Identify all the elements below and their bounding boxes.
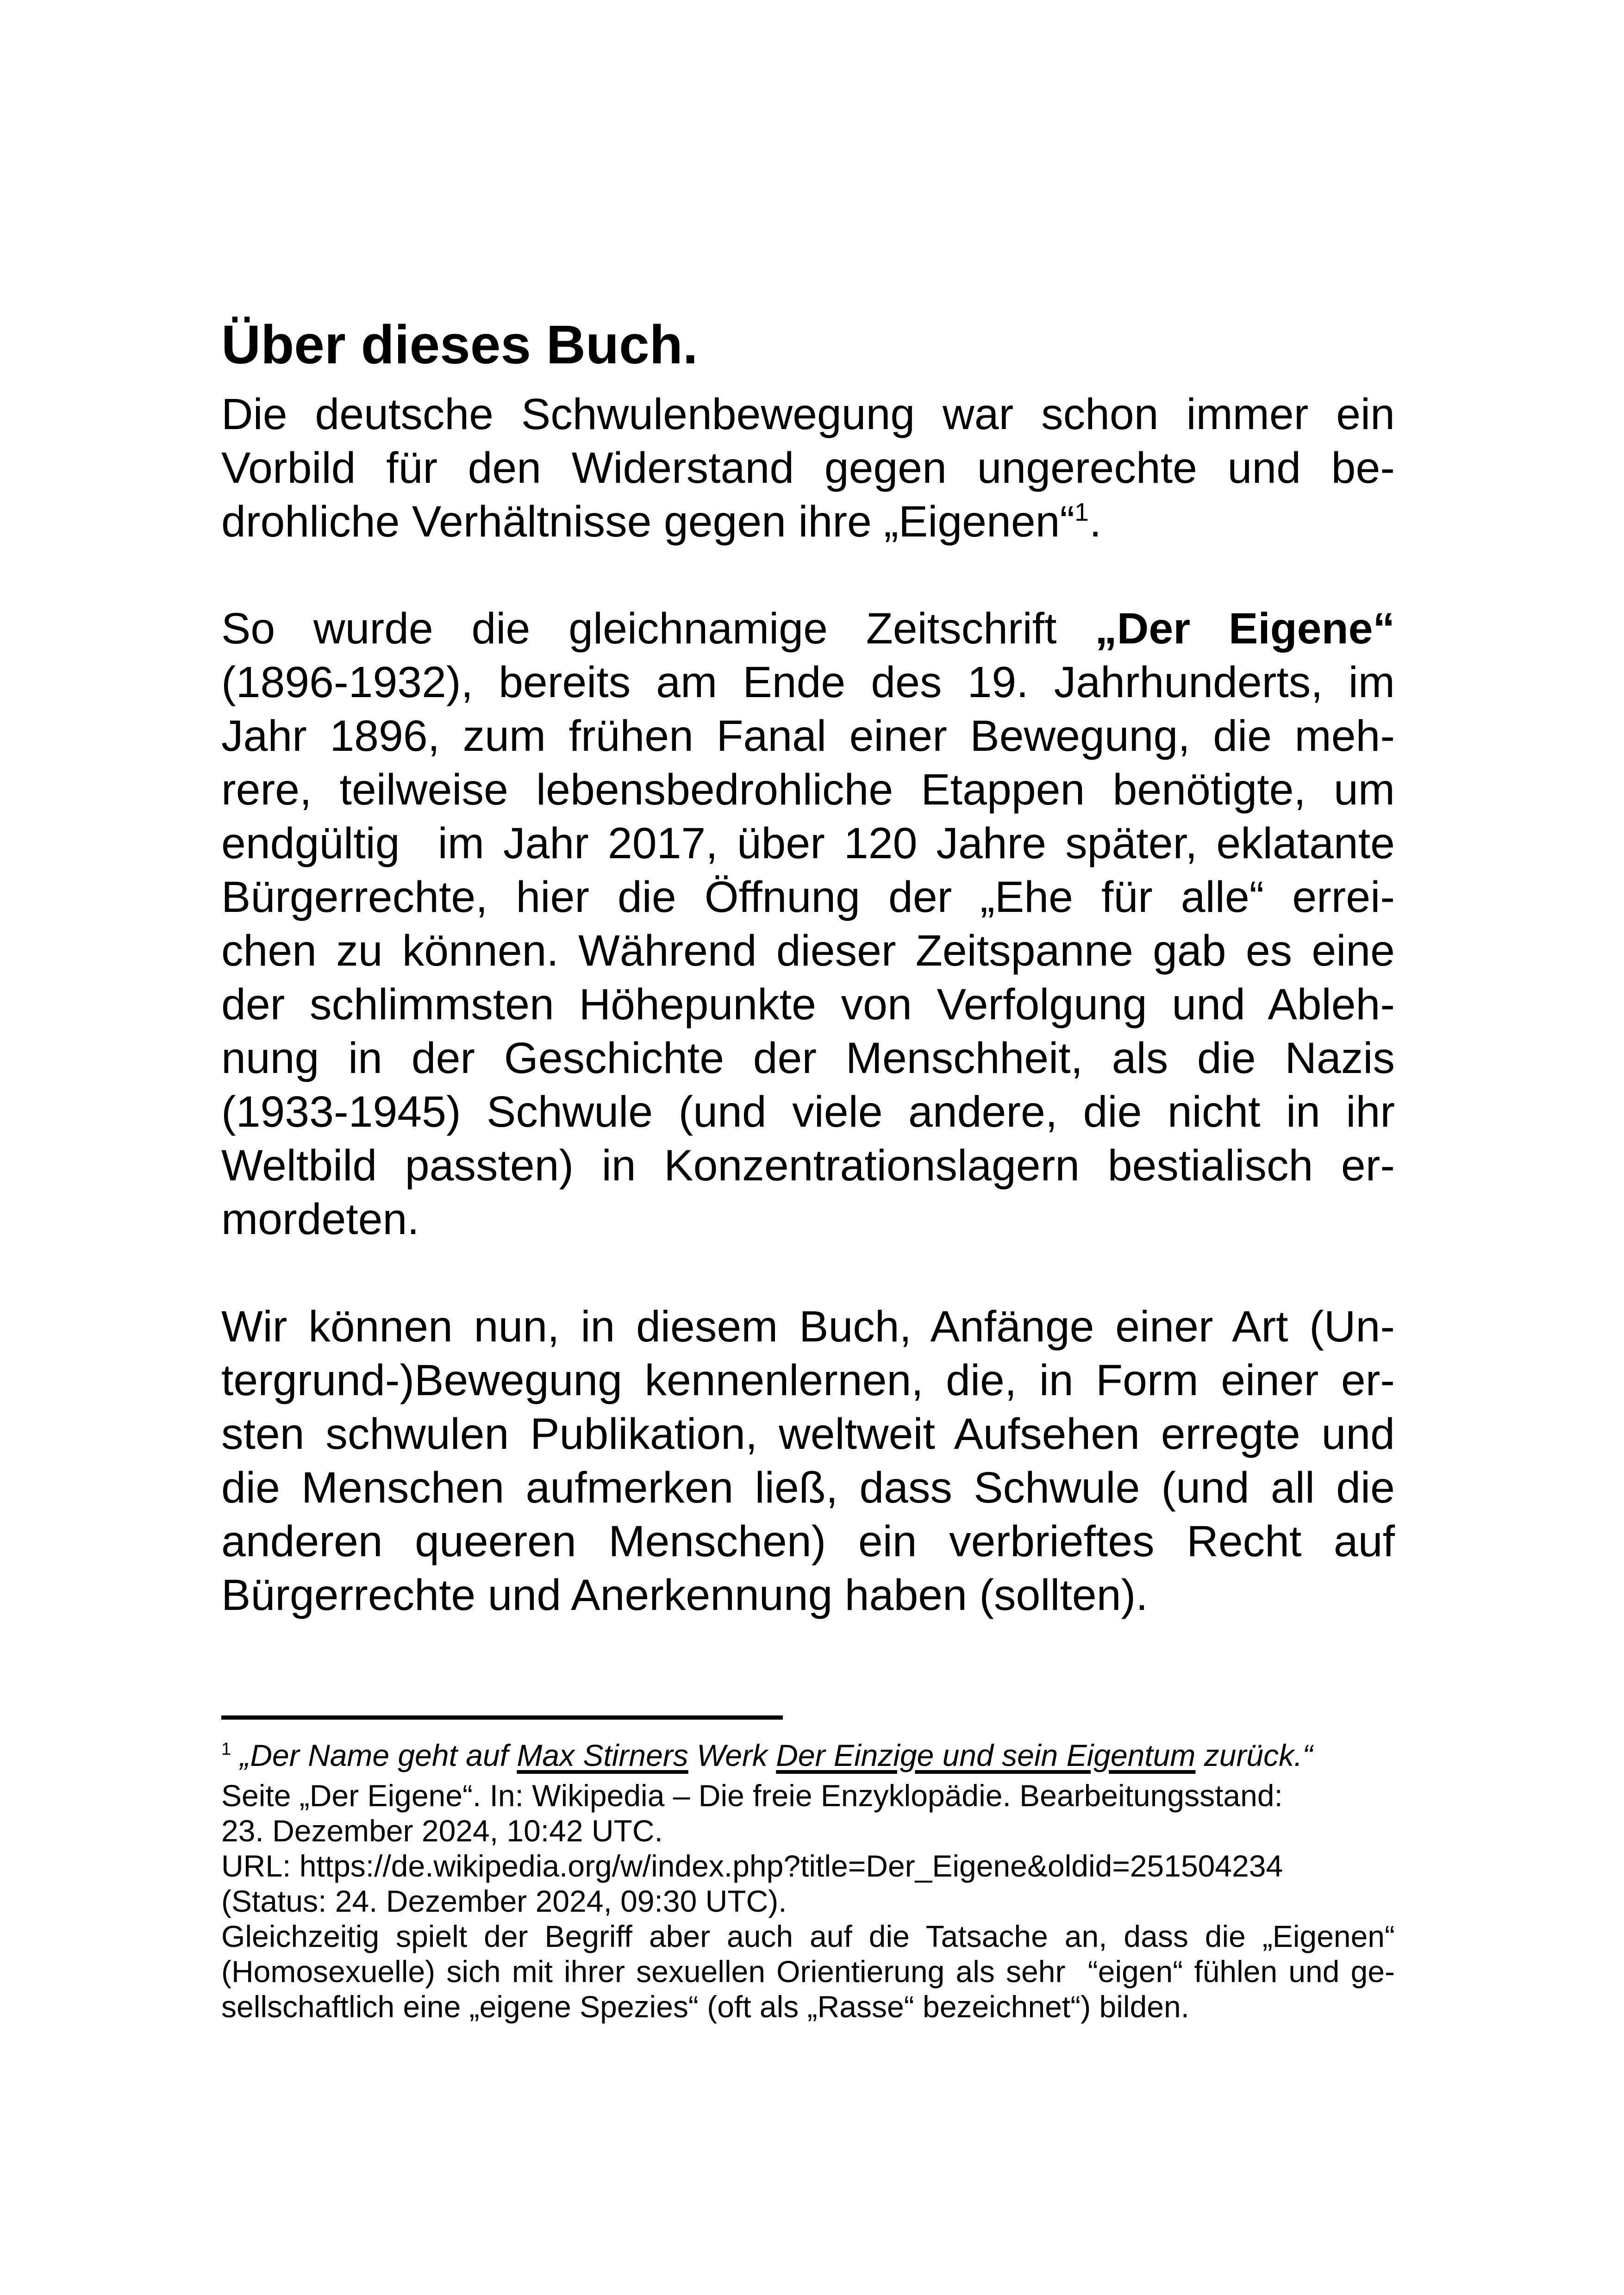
text-line: Vorbild für den Widerstand gegen ungerechte und be- <box>221 443 1395 493</box>
text-line: drohliche Verhältnisse gegen ihre „Eigenen“$^1$. <box>221 497 1102 546</box>
text-line: Weltbild passten) in Konzentrationslagern bestialisch er- <box>221 1141 1395 1190</box>
paragraph-3 <box>221 1300 1395 1622</box>
text-line: Bürgerrechte, hier die Öffnung der „Ehe für alle“ errei- <box>221 873 1395 922</box>
page-title: Über dieses Buch. <box>221 314 698 376</box>
text-line: (Status: 24. Dezember 2024, 09:30 UTC). <box>221 1884 787 1918</box>
text-line: Bürgerrechte und Anerkennung haben (sollten). <box>221 1571 1148 1620</box>
paragraph-2 <box>221 602 1395 1246</box>
text-line: $^1$ „Der Name geht auf Max Stirners Werk Der Einzige und sein Eigentum zurück.“ <box>221 1738 1313 1772</box>
text-line: nung in der Geschichte der Menschheit, als die Nazis <box>221 1034 1395 1083</box>
text-line: sellschaftlich eine „eigene Spezies“ (oft als „Rasse“ bezeichnet“) bilden. <box>221 1989 1190 2024</box>
text-line: mordeten. <box>221 1195 419 1244</box>
text-line: Jahr 1896, zum frühen Fanal einer Bewegung, die meh- <box>221 711 1395 761</box>
text-line: die Menschen aufmerken ließ, dass Schwule (und all die <box>221 1463 1395 1512</box>
text-line: Wir können nun, in diesem Buch, Anfänge einer Art (Un- <box>221 1302 1395 1351</box>
text-line: Gleichzeitig spielt der Begriff aber auch auf die Tatsache an, dass die „Eigenen“ <box>221 1919 1395 1953</box>
text-line: URL: https://de.wikipedia.org/w/index.php?title=Der_Eigene&oldid=251504234 <box>221 1849 1283 1883</box>
text-line: endgültig im Jahr 2017, über 120 Jahre später, eklatante <box>221 819 1395 868</box>
superscript-marker: 1 <box>221 1739 232 1759</box>
text-line: Seite „Der Eigene“. In: Wikipedia – Die freie Enzyklopädie. Bearbeitungsstand: <box>221 1778 1283 1813</box>
text-line: der schlimmsten Höhepunkte von Verfolgung und Ableh- <box>221 980 1395 1029</box>
text-line: chen zu können. Während dieser Zeitspanne gab es eine <box>221 926 1395 975</box>
superscript-marker: 1 <box>1074 497 1089 526</box>
text-line: sten schwulen Publikation, weltweit Aufsehen erregte und <box>221 1409 1395 1459</box>
paragraph-1 <box>221 387 1395 555</box>
text-line: Die deutsche Schwulenbewegung war schon immer ein <box>221 390 1395 439</box>
text-line: (Homosexuelle) sich mit ihrer sexuellen Orientierung als sehr “eigen“ fühlen und ge- <box>221 1954 1395 1989</box>
text-line: tergrund-)Bewegung kennenlernen, die, in Form einer er- <box>221 1356 1395 1405</box>
text-line: 23. Dezember 2024, 10:42 UTC. <box>221 1814 663 1848</box>
footnote-separator <box>221 1715 783 1720</box>
text-line: (1933-1945) Schwule (und viele andere, die nicht in ihr <box>221 1087 1395 1136</box>
footnote <box>221 1738 1395 2024</box>
text-line: (1896-1932), bereits am Ende des 19. Jahrhunderts, im <box>221 658 1395 707</box>
text-line: anderen queeren Menschen) ein verbrieftes Recht auf <box>221 1517 1395 1566</box>
text-line: So wurde die gleichnamige Zeitschrift „Der Eigene“ <box>221 604 1395 653</box>
text-line: rere, teilweise lebensbedrohliche Etappen benötigte, um <box>221 765 1395 814</box>
